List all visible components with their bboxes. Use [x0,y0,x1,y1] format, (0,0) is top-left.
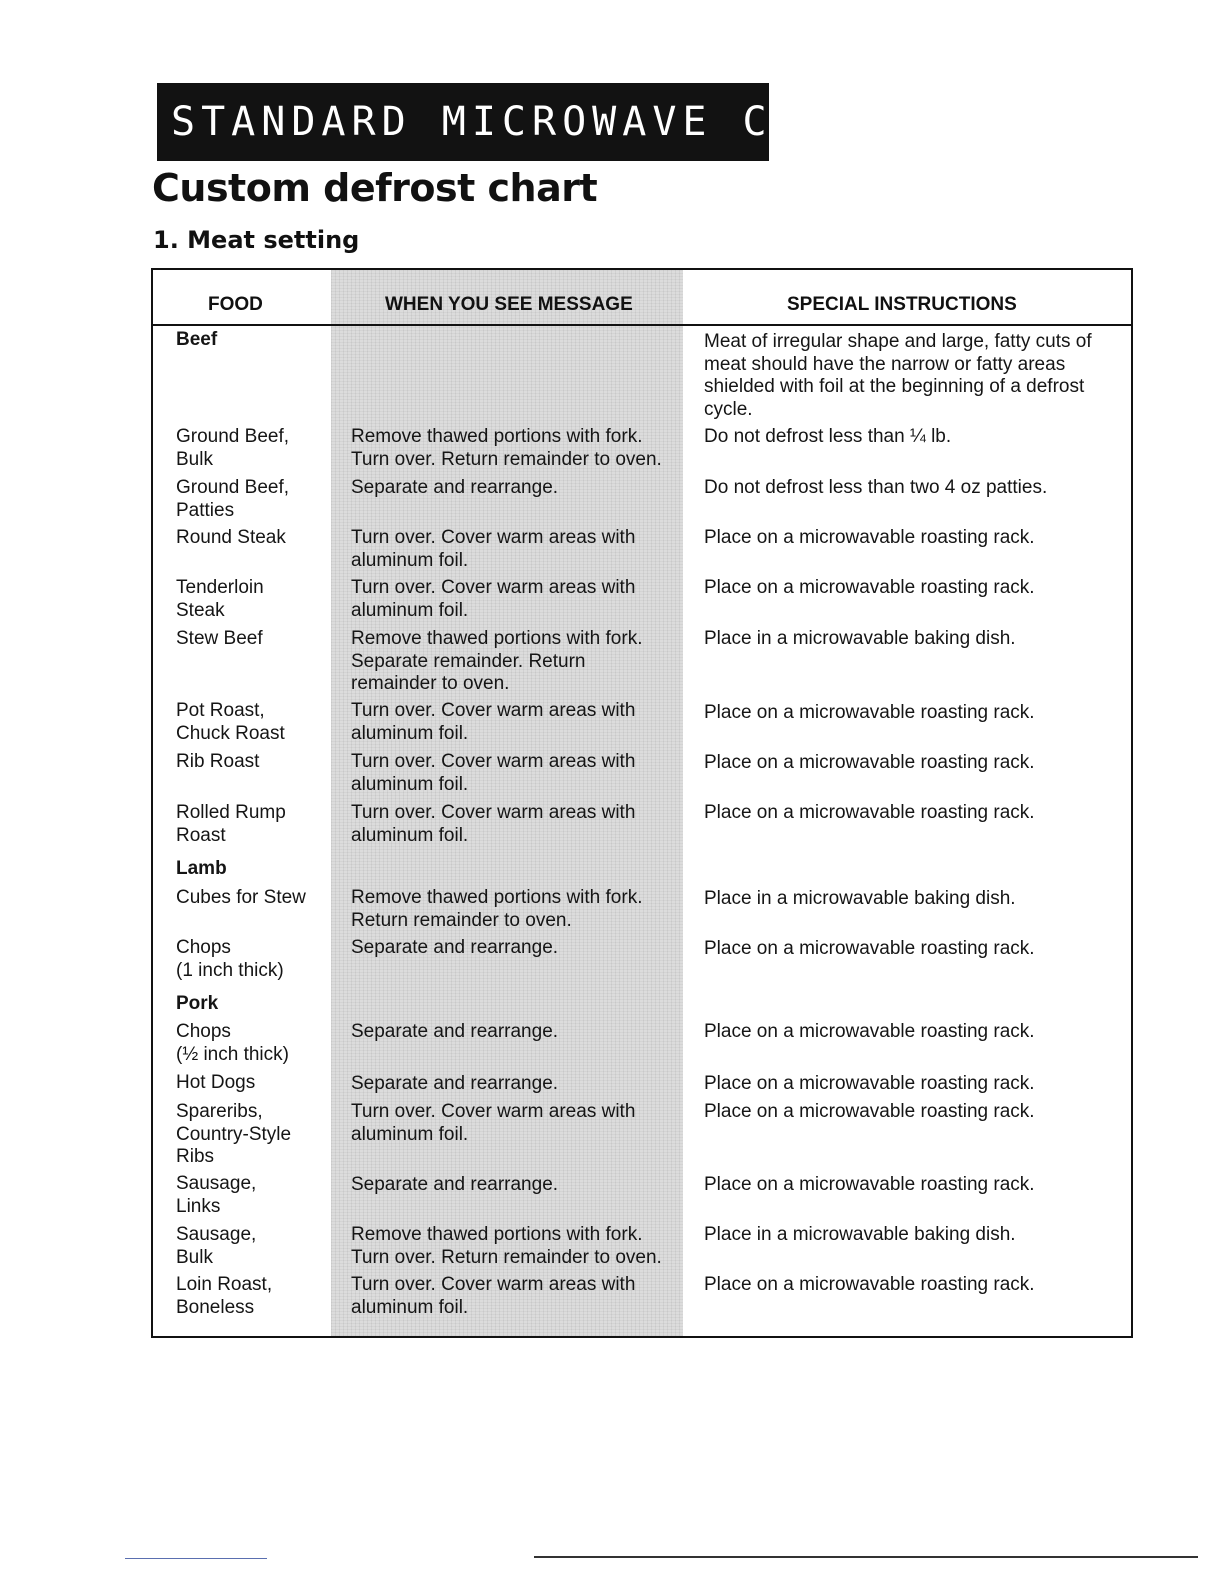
instructions-cell: Place on a microwavable roasting rack. [704,1101,1035,1122]
footer-rule-left [125,1558,267,1559]
section-banner: STANDARD MICROWAVE COOKING [157,83,769,161]
message-cell: Separate and rearrange. [351,937,559,958]
message-cell: Turn over. Cover warm areas with aluminum foil. [351,1274,636,1318]
instructions-cell: Place on a microwavable roasting rack. [704,1174,1035,1195]
message-cell: Remove thawed portions with fork. Separate remainder. Return remainder to oven. [351,628,643,695]
instructions-cell: Place on a microwavable roasting rack. [704,1073,1035,1094]
message-cell: Turn over. Cover warm areas with aluminum foil. [351,577,636,621]
header-instructions: SPECIAL INSTRUCTIONS [787,294,1017,315]
instructions-cell: Do not defrost less than two 4 oz patties. [704,477,1048,498]
instructions-cell: Place on a microwavable roasting rack. [704,577,1035,598]
category-beef-note: Meat of irregular shape and large, fatty cuts of meat should have the narrow or fatty areas shielded with foil at the beginning of a defrost cycle. [704,331,1092,420]
food-cell: Round Steak [176,527,286,548]
message-cell: Remove thawed portions with fork. Return remainder to oven. [351,887,643,931]
food-cell: Rolled Rump Roast [176,802,286,846]
message-cell: Turn over. Cover warm areas with aluminum foil. [351,751,636,795]
food-cell: Cubes for Stew [176,887,306,908]
header-message: WHEN YOU SEE MESSAGE [385,294,633,315]
message-cell: Separate and rearrange. [351,1021,559,1042]
header-food: FOOD [208,294,263,315]
instructions-cell: Place on a microwavable roasting rack. [704,1021,1035,1042]
food-cell: Sausage, Links [176,1173,257,1217]
food-cell: Chops (½ inch thick) [176,1021,289,1065]
instructions-cell: Place in a microwavable baking dish. [704,888,1016,909]
message-cell: Separate and rearrange. [351,1073,559,1094]
footer-rule [534,1556,1198,1558]
header-divider [153,324,1131,326]
category-lamb: Lamb [176,858,227,879]
message-cell: Turn over. Cover warm areas with aluminum foil. [351,700,636,744]
instructions-cell: Place in a microwavable baking dish. [704,628,1016,649]
food-cell: Stew Beef [176,628,263,649]
instructions-cell: Place in a microwavable baking dish. [704,1224,1016,1245]
defrost-chart-table [151,268,1133,1338]
instructions-cell: Place on a microwavable roasting rack. [704,702,1035,723]
food-cell: Chops (1 inch thick) [176,937,284,981]
instructions-cell: Do not defrost less than ¼ lb. [704,426,952,447]
message-cell: Turn over. Cover warm areas with aluminum foil. [351,1101,636,1145]
food-cell: Spareribs, Country-Style Ribs [176,1101,292,1168]
message-cell: Remove thawed portions with fork. Turn over. Return remainder to oven. [351,1224,662,1268]
message-cell: Turn over. Cover warm areas with aluminum foil. [351,527,636,571]
message-cell: Remove thawed portions with fork. Turn over. Return remainder to oven. [351,426,662,470]
category-beef: Beef [176,329,218,350]
page-title: Custom defrost chart [152,166,598,210]
food-cell: Hot Dogs [176,1072,256,1093]
instructions-cell: Place on a microwavable roasting rack. [704,802,1035,823]
instructions-cell: Place on a microwavable roasting rack. [704,1274,1035,1295]
food-cell: Ground Beef, Bulk [176,426,290,470]
food-cell: Sausage, Bulk [176,1224,257,1268]
message-cell: Turn over. Cover warm areas with aluminum foil. [351,802,636,846]
food-cell: Loin Roast, Boneless [176,1274,273,1318]
instructions-cell: Place on a microwavable roasting rack. [704,752,1035,773]
message-cell: Separate and rearrange. [351,477,559,498]
instructions-cell: Place on a microwavable roasting rack. [704,527,1035,548]
section-title: 1. Meat setting [153,226,360,254]
food-cell: Tenderloin Steak [176,577,264,621]
food-cell: Pot Roast, Chuck Roast [176,700,285,744]
instructions-cell: Place on a microwavable roasting rack. [704,938,1035,959]
food-cell: Rib Roast [176,751,260,772]
category-pork: Pork [176,993,219,1014]
message-cell: Separate and rearrange. [351,1174,559,1195]
food-cell: Ground Beef, Patties [176,477,290,521]
